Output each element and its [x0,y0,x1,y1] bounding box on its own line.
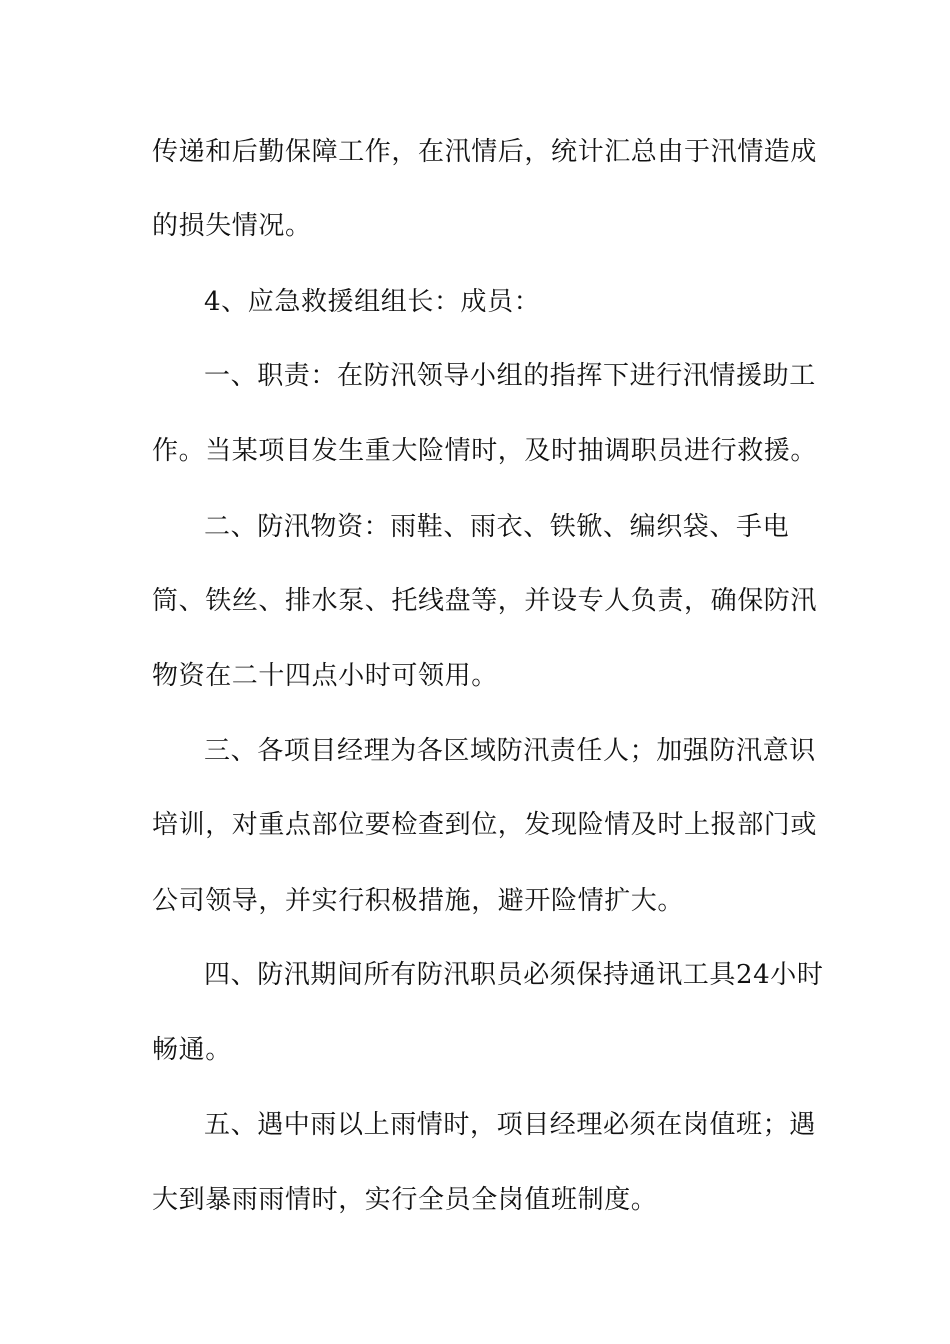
text-line: 大到暴雨雨情时，实行全员全岗值班制度。 [152,1185,658,1215]
text-line: 五、遇中雨以上雨情时，项目经理必须在岗值班；遇 [204,1110,816,1140]
text-line: 四、防汛期间所有防汛职员必须保持通讯工具24小时 [204,960,824,990]
text-line: 三、各项目经理为各区域防汛责任人；加强防汛意识 [204,736,816,766]
text-line: 传递和后勤保障工作，在汛情后，统计汇总由于汛情造成 [152,137,818,167]
text-line: 培训，对重点部位要检查到位，发现险情及时上报部门或 [152,810,818,840]
text-line: 的损失情况。 [152,211,312,241]
text-line: 畅通。 [152,1035,232,1065]
text-line: 作。当某项目发生重大险情时，及时抽调职员进行救援。 [152,436,818,466]
text-line: 筒、铁丝、排水泵、托线盘等，并设专人负责，确保防汛 [152,586,818,616]
text-line: 二、防汛物资：雨鞋、雨衣、铁锨、编织袋、手电 [204,512,790,542]
text-line: 一、职责：在防汛领导小组的指挥下进行汛情援助工 [204,361,816,391]
text-line: 物资在二十四点小时可领用。 [152,661,498,691]
text-line: 公司领导，并实行积极措施，避开险情扩大。 [152,886,685,916]
section-heading: 4、应急救援组组长：成员： [204,287,541,317]
